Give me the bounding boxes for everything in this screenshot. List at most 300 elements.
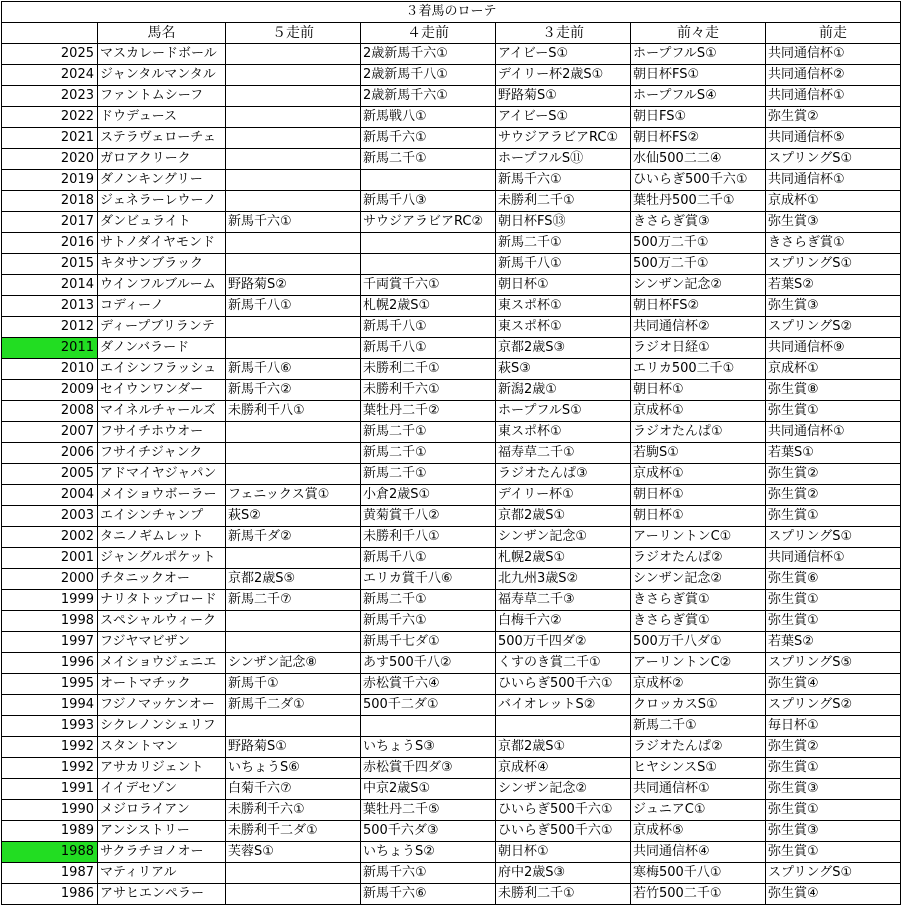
race-2-cell: 京成杯⑤ bbox=[631, 821, 766, 842]
race-4-cell bbox=[361, 716, 496, 737]
race-4-cell: エリカ賞千八⑥ bbox=[361, 569, 496, 590]
race-5-cell: シンザン記念⑧ bbox=[226, 653, 361, 674]
race-3-cell: 新潟2歳① bbox=[496, 380, 631, 401]
race-5-cell: 未勝利千六① bbox=[226, 800, 361, 821]
race-5-cell bbox=[226, 884, 361, 905]
race-3-cell: 京成杯④ bbox=[496, 758, 631, 779]
race-2-cell: ひいらぎ500千六① bbox=[631, 170, 766, 191]
year-cell: 2012 bbox=[2, 317, 98, 338]
race-4-cell: 赤松賞千四ダ③ bbox=[361, 758, 496, 779]
race-3-cell: 福寿草二千③ bbox=[496, 590, 631, 611]
horse-name-cell: ダンビュライト bbox=[98, 212, 226, 233]
race-5-cell: 新馬千八① bbox=[226, 296, 361, 317]
table-row bbox=[2, 191, 901, 212]
race-1-cell: 弥生賞④ bbox=[766, 674, 901, 695]
race-4-cell: 新馬二千① bbox=[361, 443, 496, 464]
race-5-cell bbox=[226, 128, 361, 149]
horse-name-cell: サクラチヨノオー bbox=[98, 842, 226, 863]
horse-name-cell: エイシンフラッシュ bbox=[98, 359, 226, 380]
race-3-cell: シンザン記念② bbox=[496, 779, 631, 800]
race-5-cell: 未勝利千二ダ① bbox=[226, 821, 361, 842]
race-2-cell: シンザン記念② bbox=[631, 275, 766, 296]
race-3-cell: ひいらぎ500千六① bbox=[496, 821, 631, 842]
race-1-cell: 弥生賞② bbox=[766, 107, 901, 128]
header-race-5: ５走前 bbox=[226, 23, 361, 44]
race-1-cell: 弥生賞⑥ bbox=[766, 569, 901, 590]
table-row bbox=[2, 758, 901, 779]
horse-name-cell: ナリタトップロード bbox=[98, 590, 226, 611]
horse-name-cell: フサイチジャンク bbox=[98, 443, 226, 464]
race-4-cell: 新馬千八① bbox=[361, 338, 496, 359]
race-3-cell: ひいらぎ500千六① bbox=[496, 800, 631, 821]
table-row bbox=[2, 170, 901, 191]
race-1-cell: 弥生賞⑧ bbox=[766, 380, 901, 401]
race-3-cell: 府中2歳S③ bbox=[496, 863, 631, 884]
race-2-cell: クロッカスS① bbox=[631, 695, 766, 716]
race-5-cell bbox=[226, 611, 361, 632]
race-1-cell: 弥生賞③ bbox=[766, 779, 901, 800]
race-4-cell bbox=[361, 254, 496, 275]
table-row bbox=[2, 401, 901, 422]
horse-name-cell: ディープブリランテ bbox=[98, 317, 226, 338]
table-row bbox=[2, 338, 901, 359]
table-row bbox=[2, 842, 901, 863]
horse-name-cell: マイネルチャールズ bbox=[98, 401, 226, 422]
race-2-cell: 葉牡丹500二千① bbox=[631, 191, 766, 212]
race-1-cell: 弥生賞① bbox=[766, 590, 901, 611]
table-row bbox=[2, 107, 901, 128]
year-cell: 1991 bbox=[2, 779, 98, 800]
race-2-cell: 朝日杯FS① bbox=[631, 65, 766, 86]
race-5-cell: 新馬二千⑦ bbox=[226, 590, 361, 611]
table-row bbox=[2, 233, 901, 254]
table-row bbox=[2, 821, 901, 842]
year-cell: 2005 bbox=[2, 464, 98, 485]
year-cell: 2025 bbox=[2, 44, 98, 65]
year-cell: 1999 bbox=[2, 590, 98, 611]
race-5-cell bbox=[226, 338, 361, 359]
race-1-cell: 若葉S② bbox=[766, 275, 901, 296]
race-5-cell: 新馬千八⑥ bbox=[226, 359, 361, 380]
race-4-cell: 新馬千六⑥ bbox=[361, 884, 496, 905]
table-row bbox=[2, 317, 901, 338]
race-4-cell: 未勝利千八① bbox=[361, 527, 496, 548]
table-row bbox=[2, 737, 901, 758]
race-3-cell bbox=[496, 716, 631, 737]
race-1-cell: 京成杯① bbox=[766, 359, 901, 380]
race-2-cell: 若竹500二千① bbox=[631, 884, 766, 905]
race-4-cell: 新馬千八③ bbox=[361, 191, 496, 212]
race-4-cell: 2歳新馬千八① bbox=[361, 65, 496, 86]
race-5-cell: 新馬千二ダ① bbox=[226, 695, 361, 716]
race-2-cell: 京成杯① bbox=[631, 401, 766, 422]
year-cell: 2024 bbox=[2, 65, 98, 86]
race-2-cell: ヒヤシンスS① bbox=[631, 758, 766, 779]
race-4-cell: 新馬戦八① bbox=[361, 107, 496, 128]
table-row bbox=[2, 443, 901, 464]
race-3-cell: デイリー杯① bbox=[496, 485, 631, 506]
race-5-cell: 新馬千六② bbox=[226, 380, 361, 401]
race-2-cell: ホープフルS① bbox=[631, 44, 766, 65]
horse-name-cell: メイショウジェニエ bbox=[98, 653, 226, 674]
table-row bbox=[2, 149, 901, 170]
race-1-cell: 共同通信杯① bbox=[766, 44, 901, 65]
race-3-cell: ホープフルS⑪ bbox=[496, 149, 631, 170]
horse-name-cell: ドウデュース bbox=[98, 107, 226, 128]
race-1-cell: 弥生賞① bbox=[766, 401, 901, 422]
horse-name-cell: キタサンブラック bbox=[98, 254, 226, 275]
race-2-cell: アーリントンC② bbox=[631, 653, 766, 674]
year-cell: 1994 bbox=[2, 695, 98, 716]
race-2-cell: 若駒S① bbox=[631, 443, 766, 464]
horse-name-cell: マティリアル bbox=[98, 863, 226, 884]
race-1-cell: 弥生賞① bbox=[766, 611, 901, 632]
race-1-cell: 弥生賞② bbox=[766, 737, 901, 758]
table-row bbox=[2, 569, 901, 590]
race-2-cell: ラジオ日経① bbox=[631, 338, 766, 359]
year-cell: 2023 bbox=[2, 86, 98, 107]
table-row bbox=[2, 212, 901, 233]
race-5-cell bbox=[226, 149, 361, 170]
horse-name-cell: メジロライアン bbox=[98, 800, 226, 821]
horse-name-cell: ジェネラーレウーノ bbox=[98, 191, 226, 212]
race-5-cell bbox=[226, 443, 361, 464]
year-cell: 2021 bbox=[2, 128, 98, 149]
year-cell: 1986 bbox=[2, 884, 98, 905]
race-3-cell: デイリー杯2歳S① bbox=[496, 65, 631, 86]
race-5-cell bbox=[226, 863, 361, 884]
year-cell: 2014 bbox=[2, 275, 98, 296]
race-4-cell: 500千六ダ③ bbox=[361, 821, 496, 842]
race-1-cell: 若葉S① bbox=[766, 443, 901, 464]
race-3-cell: アイビーS① bbox=[496, 44, 631, 65]
race-4-cell: 新馬二千① bbox=[361, 464, 496, 485]
race-5-cell: いちょうS⑥ bbox=[226, 758, 361, 779]
race-3-cell: アイビーS① bbox=[496, 107, 631, 128]
horse-name-cell: ジャングルポケット bbox=[98, 548, 226, 569]
year-cell: 2008 bbox=[2, 401, 98, 422]
race-1-cell: 弥生賞③ bbox=[766, 821, 901, 842]
horse-name-cell: スペシャルウィーク bbox=[98, 611, 226, 632]
race-5-cell bbox=[226, 317, 361, 338]
table-title: ３着馬のローテ bbox=[2, 2, 901, 23]
race-4-cell: いちょうS② bbox=[361, 842, 496, 863]
race-1-cell: 弥生賞① bbox=[766, 506, 901, 527]
year-cell: 2007 bbox=[2, 422, 98, 443]
header-race-2: 前々走 bbox=[631, 23, 766, 44]
race-3-cell: 東スポ杯① bbox=[496, 296, 631, 317]
race-4-cell: いちょうS③ bbox=[361, 737, 496, 758]
race-4-cell: 葉牡丹二千② bbox=[361, 401, 496, 422]
table-row bbox=[2, 464, 901, 485]
race-2-cell: 朝日杯FS② bbox=[631, 296, 766, 317]
year-cell: 2022 bbox=[2, 107, 98, 128]
table-row bbox=[2, 422, 901, 443]
race-1-cell: 共同通信杯⑨ bbox=[766, 338, 901, 359]
year-cell: 1993 bbox=[2, 716, 98, 737]
race-5-cell bbox=[226, 254, 361, 275]
horse-name-cell: イイデセゾン bbox=[98, 779, 226, 800]
race-3-cell: 未勝利二千① bbox=[496, 884, 631, 905]
race-1-cell: 弥生賞② bbox=[766, 464, 901, 485]
race-1-cell: 共同通信杯② bbox=[766, 65, 901, 86]
race-4-cell: 新馬二千① bbox=[361, 149, 496, 170]
race-3-cell: バイオレットS② bbox=[496, 695, 631, 716]
header-race-3: ３走前 bbox=[496, 23, 631, 44]
race-3-cell: 福寿草二千① bbox=[496, 443, 631, 464]
race-4-cell: 新馬千六① bbox=[361, 128, 496, 149]
race-1-cell: 弥生賞② bbox=[766, 485, 901, 506]
race-3-cell: 500万千四ダ② bbox=[496, 632, 631, 653]
race-4-cell: 新馬千八① bbox=[361, 548, 496, 569]
year-cell: 2010 bbox=[2, 359, 98, 380]
horse-name-cell: ジャンタルマンタル bbox=[98, 65, 226, 86]
race-3-cell: ひいらぎ500千六① bbox=[496, 674, 631, 695]
race-1-cell: スプリングS① bbox=[766, 149, 901, 170]
race-5-cell: フェニックス賞① bbox=[226, 485, 361, 506]
table-row bbox=[2, 884, 901, 905]
race-2-cell: ラジオたんぱ② bbox=[631, 737, 766, 758]
race-5-cell bbox=[226, 170, 361, 191]
race-5-cell bbox=[226, 422, 361, 443]
year-cell: 2004 bbox=[2, 485, 98, 506]
race-1-cell: 京成杯① bbox=[766, 191, 901, 212]
race-5-cell bbox=[226, 107, 361, 128]
race-1-cell: 弥生賞④ bbox=[766, 884, 901, 905]
race-2-cell: 朝日杯① bbox=[631, 380, 766, 401]
race-5-cell bbox=[226, 65, 361, 86]
race-1-cell: スプリングS② bbox=[766, 317, 901, 338]
race-5-cell: 未勝利千八① bbox=[226, 401, 361, 422]
horse-name-cell: マスカレードボール bbox=[98, 44, 226, 65]
table-row bbox=[2, 716, 901, 737]
race-2-cell: 共同通信杯① bbox=[631, 779, 766, 800]
race-4-cell: 新馬千六① bbox=[361, 611, 496, 632]
year-cell: 1998 bbox=[2, 611, 98, 632]
race-4-cell bbox=[361, 233, 496, 254]
year-cell: 1992 bbox=[2, 737, 98, 758]
horse-name-cell: フジヤマビザン bbox=[98, 632, 226, 653]
horse-name-cell: オートマチック bbox=[98, 674, 226, 695]
year-cell: 2019 bbox=[2, 170, 98, 191]
race-2-cell: エリカ500二千① bbox=[631, 359, 766, 380]
race-2-cell: ジュニアC① bbox=[631, 800, 766, 821]
race-2-cell: 共同通信杯② bbox=[631, 317, 766, 338]
race-1-cell: 弥生賞① bbox=[766, 758, 901, 779]
race-2-cell: ラジオたんぱ① bbox=[631, 422, 766, 443]
race-5-cell bbox=[226, 548, 361, 569]
table-row bbox=[2, 128, 901, 149]
race-3-cell: 京都2歳S③ bbox=[496, 338, 631, 359]
table-row bbox=[2, 548, 901, 569]
race-5-cell: 萩S② bbox=[226, 506, 361, 527]
table-row bbox=[2, 254, 901, 275]
race-4-cell: 新馬二千① bbox=[361, 422, 496, 443]
race-2-cell: 新馬二千① bbox=[631, 716, 766, 737]
horse-name-cell: シクレノンシェリフ bbox=[98, 716, 226, 737]
race-4-cell: 葉牡丹二千⑤ bbox=[361, 800, 496, 821]
table-row bbox=[2, 863, 901, 884]
race-4-cell: 2歳新馬千六① bbox=[361, 44, 496, 65]
race-1-cell: 共同通信杯① bbox=[766, 170, 901, 191]
race-2-cell: 共同通信杯④ bbox=[631, 842, 766, 863]
table-row bbox=[2, 275, 901, 296]
race-1-cell: スプリングS① bbox=[766, 863, 901, 884]
race-3-cell: 新馬千六① bbox=[496, 170, 631, 191]
race-3-cell: 京都2歳S① bbox=[496, 737, 631, 758]
race-4-cell: 小倉2歳S① bbox=[361, 485, 496, 506]
race-1-cell: 共同通信杯① bbox=[766, 548, 901, 569]
horse-name-cell: フジノマッケンオー bbox=[98, 695, 226, 716]
table-row bbox=[2, 86, 901, 107]
race-1-cell: 共同通信杯① bbox=[766, 86, 901, 107]
year-cell: 2020 bbox=[2, 149, 98, 170]
race-1-cell: 弥生賞③ bbox=[766, 296, 901, 317]
year-cell: 2001 bbox=[2, 548, 98, 569]
race-4-cell: あす500千八② bbox=[361, 653, 496, 674]
race-2-cell: きさらぎ賞① bbox=[631, 590, 766, 611]
horse-name-cell: サトノダイヤモンド bbox=[98, 233, 226, 254]
horse-name-cell: タニノギムレット bbox=[98, 527, 226, 548]
year-cell: 2006 bbox=[2, 443, 98, 464]
horse-name-cell: アドマイヤジャパン bbox=[98, 464, 226, 485]
race-3-cell: 札幌2歳S① bbox=[496, 548, 631, 569]
race-4-cell: 未勝利二千① bbox=[361, 359, 496, 380]
race-3-cell: 未勝利二千① bbox=[496, 191, 631, 212]
horse-name-cell: ステラヴェローチェ bbox=[98, 128, 226, 149]
race-5-cell: 新馬千六① bbox=[226, 212, 361, 233]
race-3-cell: 東スポ杯① bbox=[496, 422, 631, 443]
race-4-cell: 新馬千六① bbox=[361, 863, 496, 884]
race-2-cell: 京成杯② bbox=[631, 674, 766, 695]
race-3-cell: 新馬二千① bbox=[496, 233, 631, 254]
race-3-cell: 東スポ杯① bbox=[496, 317, 631, 338]
race-2-cell: シンザン記念② bbox=[631, 569, 766, 590]
race-5-cell: 京都2歳S⑤ bbox=[226, 569, 361, 590]
year-cell: 1996 bbox=[2, 653, 98, 674]
table-row bbox=[2, 779, 901, 800]
header-row bbox=[2, 23, 901, 44]
table-row bbox=[2, 611, 901, 632]
year-cell: 2009 bbox=[2, 380, 98, 401]
table-row bbox=[2, 674, 901, 695]
horse-name-cell: ウインフルブルーム bbox=[98, 275, 226, 296]
year-cell: 1988 bbox=[2, 842, 98, 863]
table-row bbox=[2, 800, 901, 821]
year-cell: 2011 bbox=[2, 338, 98, 359]
race-4-cell: 赤松賞千六④ bbox=[361, 674, 496, 695]
race-5-cell: 白菊千六⑦ bbox=[226, 779, 361, 800]
race-2-cell: ラジオたんぱ② bbox=[631, 548, 766, 569]
race-3-cell: 朝日杯① bbox=[496, 275, 631, 296]
race-3-cell: 朝日杯① bbox=[496, 842, 631, 863]
race-2-cell: 500万二千① bbox=[631, 254, 766, 275]
header-race-4: ４走前 bbox=[361, 23, 496, 44]
horse-name-cell: フサイチホウオー bbox=[98, 422, 226, 443]
table-row bbox=[2, 485, 901, 506]
race-2-cell: 朝日FS① bbox=[631, 107, 766, 128]
race-2-cell: アーリントンC① bbox=[631, 527, 766, 548]
race-4-cell: 新馬二千① bbox=[361, 590, 496, 611]
race-2-cell: ホープフルS④ bbox=[631, 86, 766, 107]
race-1-cell: 共同通信杯① bbox=[766, 422, 901, 443]
race-3-cell: 萩S③ bbox=[496, 359, 631, 380]
race-4-cell bbox=[361, 170, 496, 191]
race-3-cell: ラジオたんぱ③ bbox=[496, 464, 631, 485]
year-cell: 2013 bbox=[2, 296, 98, 317]
race-2-cell: 寒梅500千八① bbox=[631, 863, 766, 884]
race-3-cell: サウジアラビアRC① bbox=[496, 128, 631, 149]
race-2-cell: 朝日杯FS② bbox=[631, 128, 766, 149]
race-5-cell bbox=[226, 86, 361, 107]
year-cell: 2015 bbox=[2, 254, 98, 275]
table-row bbox=[2, 527, 901, 548]
year-cell: 1987 bbox=[2, 863, 98, 884]
race-4-cell: 黄菊賞千八② bbox=[361, 506, 496, 527]
year-cell: 2017 bbox=[2, 212, 98, 233]
race-2-cell: 朝日杯① bbox=[631, 506, 766, 527]
race-1-cell: 弥生賞③ bbox=[766, 212, 901, 233]
horse-name-cell: ダノンキングリー bbox=[98, 170, 226, 191]
year-cell: 2018 bbox=[2, 191, 98, 212]
race-5-cell bbox=[226, 632, 361, 653]
race-1-cell: 共同通信杯⑤ bbox=[766, 128, 901, 149]
horse-name-cell: アサヒエンペラー bbox=[98, 884, 226, 905]
race-2-cell: 京成杯① bbox=[631, 464, 766, 485]
race-4-cell: 新馬千七ダ① bbox=[361, 632, 496, 653]
table-row bbox=[2, 296, 901, 317]
race-3-cell: 北九州3歳S② bbox=[496, 569, 631, 590]
table-row bbox=[2, 695, 901, 716]
year-cell: 1989 bbox=[2, 821, 98, 842]
table-row bbox=[2, 380, 901, 401]
race-5-cell: 新馬千ダ② bbox=[226, 527, 361, 548]
race-5-cell: 野路菊S② bbox=[226, 275, 361, 296]
race-4-cell: 500千二ダ① bbox=[361, 695, 496, 716]
horse-name-cell: メイショウボーラー bbox=[98, 485, 226, 506]
race-5-cell bbox=[226, 44, 361, 65]
horse-name-cell: ファントムシーフ bbox=[98, 86, 226, 107]
race-2-cell: 500万二千① bbox=[631, 233, 766, 254]
race-5-cell: 新馬千① bbox=[226, 674, 361, 695]
race-3-cell: 白梅千六② bbox=[496, 611, 631, 632]
table-row bbox=[2, 653, 901, 674]
race-2-cell: 500万千八ダ① bbox=[631, 632, 766, 653]
horse-name-cell: アンシストリー bbox=[98, 821, 226, 842]
race-2-cell: 朝日杯① bbox=[631, 485, 766, 506]
race-5-cell bbox=[226, 233, 361, 254]
race-2-cell: きさらぎ賞① bbox=[631, 611, 766, 632]
table-row bbox=[2, 632, 901, 653]
race-3-cell: 新馬千八① bbox=[496, 254, 631, 275]
header-year bbox=[2, 23, 98, 44]
horse-name-cell: セイウンワンダー bbox=[98, 380, 226, 401]
horse-name-cell: ダノンバラード bbox=[98, 338, 226, 359]
table-row bbox=[2, 590, 901, 611]
race-3-cell: 野路菊S① bbox=[496, 86, 631, 107]
race-3-cell: 朝日杯FS⑬ bbox=[496, 212, 631, 233]
table-row bbox=[2, 506, 901, 527]
horse-name-cell: アサカリジェント bbox=[98, 758, 226, 779]
race-4-cell: サウジアラビアRC② bbox=[361, 212, 496, 233]
race-1-cell: スプリングS⑤ bbox=[766, 653, 901, 674]
year-cell: 1990 bbox=[2, 800, 98, 821]
race-3-cell: シンザン記念① bbox=[496, 527, 631, 548]
race-5-cell: 野路菊S① bbox=[226, 737, 361, 758]
year-cell: 1997 bbox=[2, 632, 98, 653]
horse-name-cell: スタントマン bbox=[98, 737, 226, 758]
table-row bbox=[2, 44, 901, 65]
